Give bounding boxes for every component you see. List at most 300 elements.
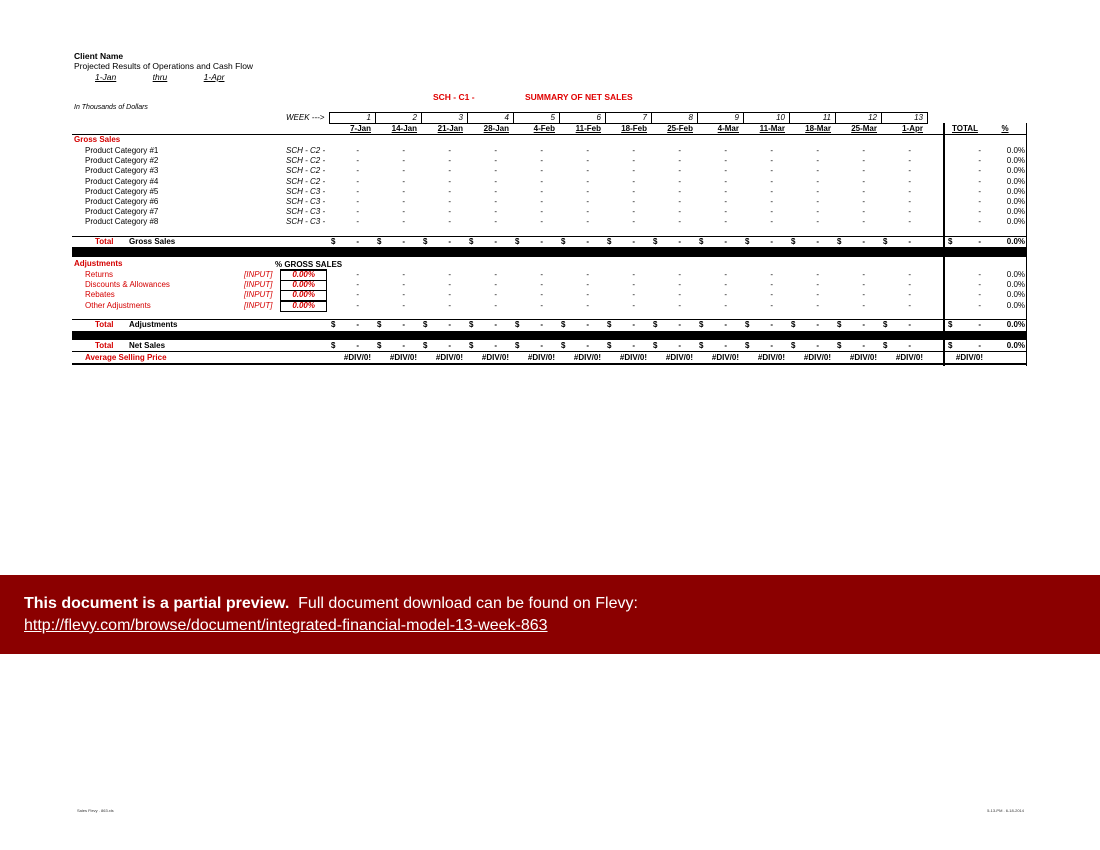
category-value: -: [494, 146, 497, 155]
adjustments-total-word: Total: [95, 320, 114, 329]
net-sales-table: [0, 0, 1100, 380]
adjustment-value: -: [402, 290, 405, 299]
category-pct: 0.0%: [1006, 156, 1025, 165]
category-value: -: [632, 177, 635, 186]
adjustment-value: -: [908, 290, 911, 299]
avg-price-value: #DIV/0!: [343, 353, 371, 362]
category-value: -: [632, 197, 635, 206]
net-sales-total-word: Total: [95, 341, 114, 350]
adjustment-value: -: [540, 301, 543, 310]
adjustment-name: Rebates: [85, 290, 115, 299]
category-value: -: [402, 177, 405, 186]
category-value: -: [724, 177, 727, 186]
category-pct: 0.0%: [1006, 207, 1025, 216]
net-sales-dollar: $: [883, 341, 888, 350]
adjustments-dollar: $: [837, 320, 842, 329]
pct-header: %: [1001, 124, 1009, 133]
adjustment-value: -: [356, 290, 359, 299]
category-value: -: [678, 207, 681, 216]
category-value: -: [770, 217, 773, 226]
adjustment-value: -: [540, 280, 543, 289]
adjustment-value: -: [632, 290, 635, 299]
adjustment-value: -: [402, 270, 405, 279]
category-value: -: [908, 197, 911, 206]
net-sales-value: -: [678, 341, 681, 350]
summary-title: SUMMARY OF NET SALES: [525, 92, 633, 102]
category-value: -: [770, 207, 773, 216]
category-value: -: [770, 166, 773, 175]
report-subtitle: Projected Results of Operations and Cash Flow: [74, 61, 254, 71]
net-sales-dollar: $: [607, 341, 612, 350]
category-value: -: [632, 187, 635, 196]
net-sales-value: -: [586, 341, 589, 350]
category-value: -: [678, 187, 681, 196]
avg-price-total: #DIV/0!: [955, 353, 983, 362]
category-value: -: [862, 187, 865, 196]
net-sales-dollar: $: [791, 341, 796, 350]
adjustment-name: Other Adjustments: [85, 301, 151, 310]
category-value: -: [816, 217, 819, 226]
category-pct: 0.0%: [1006, 166, 1025, 175]
gross-sales-dollar: $: [791, 237, 796, 246]
adjustment-value: -: [816, 290, 819, 299]
adjustment-value: -: [724, 290, 727, 299]
adjustment-pct-total: 0.0%: [1006, 290, 1025, 299]
week-date: 21-Jan: [437, 124, 463, 133]
gross-sales-value: -: [540, 237, 543, 246]
category-value: -: [356, 217, 359, 226]
week-box-divider: [927, 112, 928, 124]
adjustments-dollar: $: [791, 320, 796, 329]
category-value: -: [540, 166, 543, 175]
avg-price-value: #DIV/0!: [527, 353, 555, 362]
category-value: -: [678, 156, 681, 165]
category-value: -: [724, 146, 727, 155]
avg-price-value: #DIV/0!: [389, 353, 417, 362]
gross-sales-dollar: $: [837, 237, 842, 246]
adjustments-dollar: $: [469, 320, 474, 329]
adjustment-value: -: [356, 301, 359, 310]
download-link[interactable]: http://flevy.com/browse/document/integrated-financial-model-13-week-863: [24, 617, 548, 634]
date-from: 1-Jan: [95, 72, 117, 82]
adjustment-value: -: [908, 301, 911, 310]
category-value: -: [770, 156, 773, 165]
gross-sales-dollar: $: [331, 237, 336, 246]
adjustment-value: -: [632, 301, 635, 310]
category-name: Product Category #1: [85, 146, 159, 155]
gross-sales-dollar: $: [745, 237, 750, 246]
category-total: -: [978, 156, 981, 165]
category-value: -: [770, 187, 773, 196]
week-number: 13: [914, 113, 923, 122]
adjustments-total-value: -: [978, 320, 981, 329]
adjustment-value: -: [586, 301, 589, 310]
input-tag: [INPUT]: [244, 301, 273, 310]
category-value: -: [678, 177, 681, 186]
adjustment-value: -: [770, 270, 773, 279]
category-value: -: [540, 146, 543, 155]
avg-price-value: #DIV/0!: [895, 353, 923, 362]
net-sales-value: -: [356, 341, 359, 350]
category-value: -: [816, 156, 819, 165]
adjustments-value: -: [402, 320, 405, 329]
category-value: -: [908, 177, 911, 186]
gross-sales-value: -: [448, 237, 451, 246]
category-ref: SCH - C3 -: [286, 187, 326, 196]
week-date: 4-Feb: [533, 124, 555, 133]
banner-bold-text: This document is a partial preview.: [24, 595, 290, 612]
category-value: -: [540, 207, 543, 216]
week-number: 4: [504, 113, 509, 122]
total-header: TOTAL: [952, 124, 978, 133]
category-value: -: [862, 217, 865, 226]
category-name: Product Category #2: [85, 156, 159, 165]
category-value: -: [494, 217, 497, 226]
adjustment-total: -: [978, 280, 981, 289]
gross-sales-dollar: $: [515, 237, 520, 246]
category-total: -: [978, 187, 981, 196]
net-sales-value: -: [402, 341, 405, 350]
adjustment-value: -: [632, 270, 635, 279]
category-value: -: [724, 166, 727, 175]
category-value: -: [402, 166, 405, 175]
input-tag: [INPUT]: [244, 280, 273, 289]
category-name: Product Category #4: [85, 177, 159, 186]
adjustment-total: -: [978, 301, 981, 310]
category-value: -: [770, 177, 773, 186]
adjustment-value: -: [724, 301, 727, 310]
net-sales-dollar: $: [423, 341, 428, 350]
category-value: -: [586, 217, 589, 226]
gross-sales-value: -: [770, 237, 773, 246]
preview-banner: [0, 575, 1100, 654]
units-note: In Thousands of Dollars: [74, 104, 148, 111]
adjustment-pct: 0.00%: [292, 280, 315, 289]
adjustments-dollar: $: [883, 320, 888, 329]
category-value: -: [632, 207, 635, 216]
client-name: Client Name: [74, 51, 124, 61]
category-value: -: [494, 207, 497, 216]
adjustments-value: -: [908, 320, 911, 329]
adjustment-pct-total: 0.0%: [1006, 301, 1025, 310]
category-value: -: [770, 146, 773, 155]
adjustment-pct-total: 0.0%: [1006, 270, 1025, 279]
category-ref: SCH - C3 -: [286, 217, 326, 226]
category-value: -: [816, 187, 819, 196]
avg-price-value: #DIV/0!: [757, 353, 785, 362]
category-value: -: [494, 187, 497, 196]
week-number: 3: [458, 113, 463, 122]
date-to: 1-Apr: [203, 72, 225, 82]
gross-sales-dollar: $: [469, 237, 474, 246]
adjustment-value: -: [448, 280, 451, 289]
adjustment-value: -: [356, 280, 359, 289]
net-sales-dollar: $: [745, 341, 750, 350]
category-value: -: [908, 156, 911, 165]
adjustment-value: -: [494, 290, 497, 299]
avg-price-value: #DIV/0!: [711, 353, 739, 362]
date-thru: thru: [152, 72, 168, 82]
avg-price-value: #DIV/0!: [481, 353, 509, 362]
week-date: 18-Mar: [805, 124, 831, 133]
gross-separator-bar: [72, 247, 1027, 257]
category-value: -: [678, 146, 681, 155]
category-ref: SCH - C3 -: [286, 197, 326, 206]
week-date: 28-Jan: [483, 124, 509, 133]
gross-sales-value: -: [908, 237, 911, 246]
gross-sales-value: -: [494, 237, 497, 246]
adjustment-value: -: [540, 290, 543, 299]
adjustment-value: -: [402, 301, 405, 310]
adjustment-value: -: [724, 270, 727, 279]
adjustment-value: -: [632, 280, 635, 289]
category-value: -: [494, 197, 497, 206]
week-number: 2: [412, 113, 417, 122]
gross-sales-total-word: Total: [95, 237, 114, 246]
category-ref: SCH - C2 -: [286, 166, 326, 175]
category-value: -: [770, 197, 773, 206]
net-sales-value: -: [540, 341, 543, 350]
week-number: 12: [868, 113, 877, 122]
week-date: 25-Mar: [851, 124, 877, 133]
category-value: -: [540, 177, 543, 186]
category-value: -: [724, 156, 727, 165]
adjustment-total: -: [978, 290, 981, 299]
net-sales-value: -: [494, 341, 497, 350]
banner-message: [24, 595, 638, 613]
net-sales-value: -: [908, 341, 911, 350]
adjustment-value: -: [448, 270, 451, 279]
category-total: -: [978, 166, 981, 175]
input-tag: [INPUT]: [244, 290, 273, 299]
avg-price-value: #DIV/0!: [665, 353, 693, 362]
gross-sales-total-label: Gross Sales: [129, 237, 176, 246]
gross-sales-value: -: [356, 237, 359, 246]
category-value: -: [448, 146, 451, 155]
category-value: -: [356, 146, 359, 155]
avg-price-value: #DIV/0!: [803, 353, 831, 362]
category-value: -: [448, 156, 451, 165]
adjustment-value: -: [678, 270, 681, 279]
category-value: -: [862, 197, 865, 206]
adjustments-dollar: $: [377, 320, 382, 329]
category-value: -: [586, 146, 589, 155]
week-number: 9: [734, 113, 739, 122]
gross-sales-total-dollar: $: [948, 237, 953, 246]
adjustment-value: -: [724, 280, 727, 289]
category-name: Product Category #8: [85, 217, 159, 226]
gross-sales-total-value: -: [978, 237, 981, 246]
adjustments-title: Adjustments: [74, 259, 123, 268]
category-value: -: [908, 166, 911, 175]
category-value: -: [356, 197, 359, 206]
net-sales-value: -: [448, 341, 451, 350]
adjustments-value: -: [816, 320, 819, 329]
net-sales-value: -: [632, 341, 635, 350]
category-value: -: [908, 187, 911, 196]
adjustment-value: -: [678, 301, 681, 310]
category-value: -: [862, 177, 865, 186]
category-total: -: [978, 146, 981, 155]
adjustments-value: -: [724, 320, 727, 329]
gross-sales-dollar: $: [699, 237, 704, 246]
category-value: -: [816, 207, 819, 216]
category-value: -: [448, 177, 451, 186]
net-sales-rule: [72, 351, 1027, 352]
category-value: -: [540, 156, 543, 165]
week-number: 6: [596, 113, 601, 122]
category-total: -: [978, 197, 981, 206]
table-bottom-rule: [72, 363, 1027, 365]
adjustments-pct: 0.0%: [1006, 320, 1025, 329]
week-number: 8: [688, 113, 693, 122]
adjustment-value: -: [402, 280, 405, 289]
adjustments-total-label: Adjustments: [129, 320, 178, 329]
category-value: -: [908, 217, 911, 226]
category-value: -: [816, 177, 819, 186]
gross-sales-value: -: [862, 237, 865, 246]
week-date: 4-Mar: [717, 124, 739, 133]
adjustments-value: -: [540, 320, 543, 329]
footer-left: Sales Flevy . 863.xls: [77, 808, 114, 813]
pct-gross-sales-label: % GROSS SALES: [275, 260, 343, 269]
category-value: -: [632, 217, 635, 226]
category-value: -: [678, 197, 681, 206]
gross-sales-dollar: $: [561, 237, 566, 246]
avg-price-value: #DIV/0!: [573, 353, 601, 362]
adjustment-value: -: [494, 270, 497, 279]
adjustments-value: -: [356, 320, 359, 329]
category-value: -: [356, 166, 359, 175]
adjustment-value: -: [816, 270, 819, 279]
adj-separator-bar: [72, 331, 1027, 340]
category-pct: 0.0%: [1006, 217, 1025, 226]
adjustments-dollar: $: [515, 320, 520, 329]
net-sales-dollar: $: [469, 341, 474, 350]
adjustments-dollar: $: [699, 320, 704, 329]
adjustments-dollar: $: [745, 320, 750, 329]
adjustments-value: -: [586, 320, 589, 329]
category-ref: SCH - C2 -: [286, 156, 326, 165]
adjustments-value: -: [678, 320, 681, 329]
adjustments-dollar: $: [653, 320, 658, 329]
adjustment-pct: 0.00%: [292, 270, 315, 279]
category-value: -: [402, 197, 405, 206]
adjustment-value: -: [862, 301, 865, 310]
category-name: Product Category #3: [85, 166, 159, 175]
gross-sales-pct: 0.0%: [1006, 237, 1025, 246]
category-total: -: [978, 217, 981, 226]
schedule-code: SCH - C1 -: [433, 92, 475, 102]
category-value: -: [586, 197, 589, 206]
category-value: -: [448, 217, 451, 226]
footer-right: 5-13-PM . 6-18-2014: [987, 808, 1024, 813]
adjustments-dollar: $: [423, 320, 428, 329]
adjustments-dollar: $: [561, 320, 566, 329]
gross-sales-title: Gross Sales: [74, 135, 121, 144]
net-sales-dollar: $: [331, 341, 336, 350]
adjustment-value: -: [586, 280, 589, 289]
gross-sales-dollar: $: [377, 237, 382, 246]
category-value: -: [402, 217, 405, 226]
week-number: 5: [550, 113, 555, 122]
gross-sales-value: -: [586, 237, 589, 246]
gross-sales-dollar: $: [607, 237, 612, 246]
category-value: -: [862, 156, 865, 165]
category-value: -: [586, 207, 589, 216]
net-sales-pct: 0.0%: [1006, 341, 1025, 350]
week-date: 1-Apr: [902, 124, 923, 133]
category-value: -: [356, 207, 359, 216]
category-ref: SCH - C2 -: [286, 146, 326, 155]
category-value: -: [540, 187, 543, 196]
category-value: -: [586, 177, 589, 186]
banner-rest-text: Full document download can be found on Flevy:: [298, 595, 638, 612]
gross-sales-dollar: $: [423, 237, 428, 246]
category-pct: 0.0%: [1006, 177, 1025, 186]
category-value: -: [402, 207, 405, 216]
category-value: -: [356, 187, 359, 196]
adjustment-value: -: [586, 270, 589, 279]
adjustment-value: -: [908, 280, 911, 289]
category-name: Product Category #6: [85, 197, 159, 206]
adjustment-value: -: [540, 270, 543, 279]
category-value: -: [862, 166, 865, 175]
week-label: WEEK --->: [286, 113, 325, 122]
adjustment-name: Discounts & Allowances: [85, 280, 170, 289]
net-sales-total-value: -: [978, 341, 981, 350]
net-sales-total-dollar: $: [948, 341, 953, 350]
adjustments-dollar: $: [607, 320, 612, 329]
adjustment-value: -: [678, 290, 681, 299]
category-value: -: [816, 197, 819, 206]
category-value: -: [448, 187, 451, 196]
category-pct: 0.0%: [1006, 187, 1025, 196]
category-value: -: [632, 156, 635, 165]
gross-sales-dollar: $: [883, 237, 888, 246]
adjustment-value: -: [356, 270, 359, 279]
net-sales-dollar: $: [377, 341, 382, 350]
category-value: -: [816, 146, 819, 155]
category-value: -: [816, 166, 819, 175]
week-number: 10: [776, 113, 785, 122]
gross-sales-dollar: $: [653, 237, 658, 246]
gross-sales-value: -: [632, 237, 635, 246]
adjustment-value: -: [862, 270, 865, 279]
category-value: -: [494, 177, 497, 186]
adjustment-value: -: [448, 290, 451, 299]
category-value: -: [494, 156, 497, 165]
net-sales-total-label: Net Sales: [129, 341, 166, 350]
adjustment-value: -: [770, 280, 773, 289]
net-sales-value: -: [816, 341, 819, 350]
net-sales-value: -: [770, 341, 773, 350]
total-col-right: [1026, 123, 1027, 366]
category-pct: 0.0%: [1006, 146, 1025, 155]
week-number: 7: [642, 113, 647, 122]
category-value: -: [448, 197, 451, 206]
category-value: -: [356, 177, 359, 186]
category-total: -: [978, 207, 981, 216]
adjustment-pct: 0.00%: [292, 290, 315, 299]
category-value: -: [724, 217, 727, 226]
adjustments-value: -: [494, 320, 497, 329]
week-date: 7-Jan: [350, 124, 371, 133]
category-value: -: [724, 197, 727, 206]
table-top-rule: [72, 134, 1027, 135]
avg-price-value: #DIV/0!: [849, 353, 877, 362]
category-value: -: [586, 187, 589, 196]
